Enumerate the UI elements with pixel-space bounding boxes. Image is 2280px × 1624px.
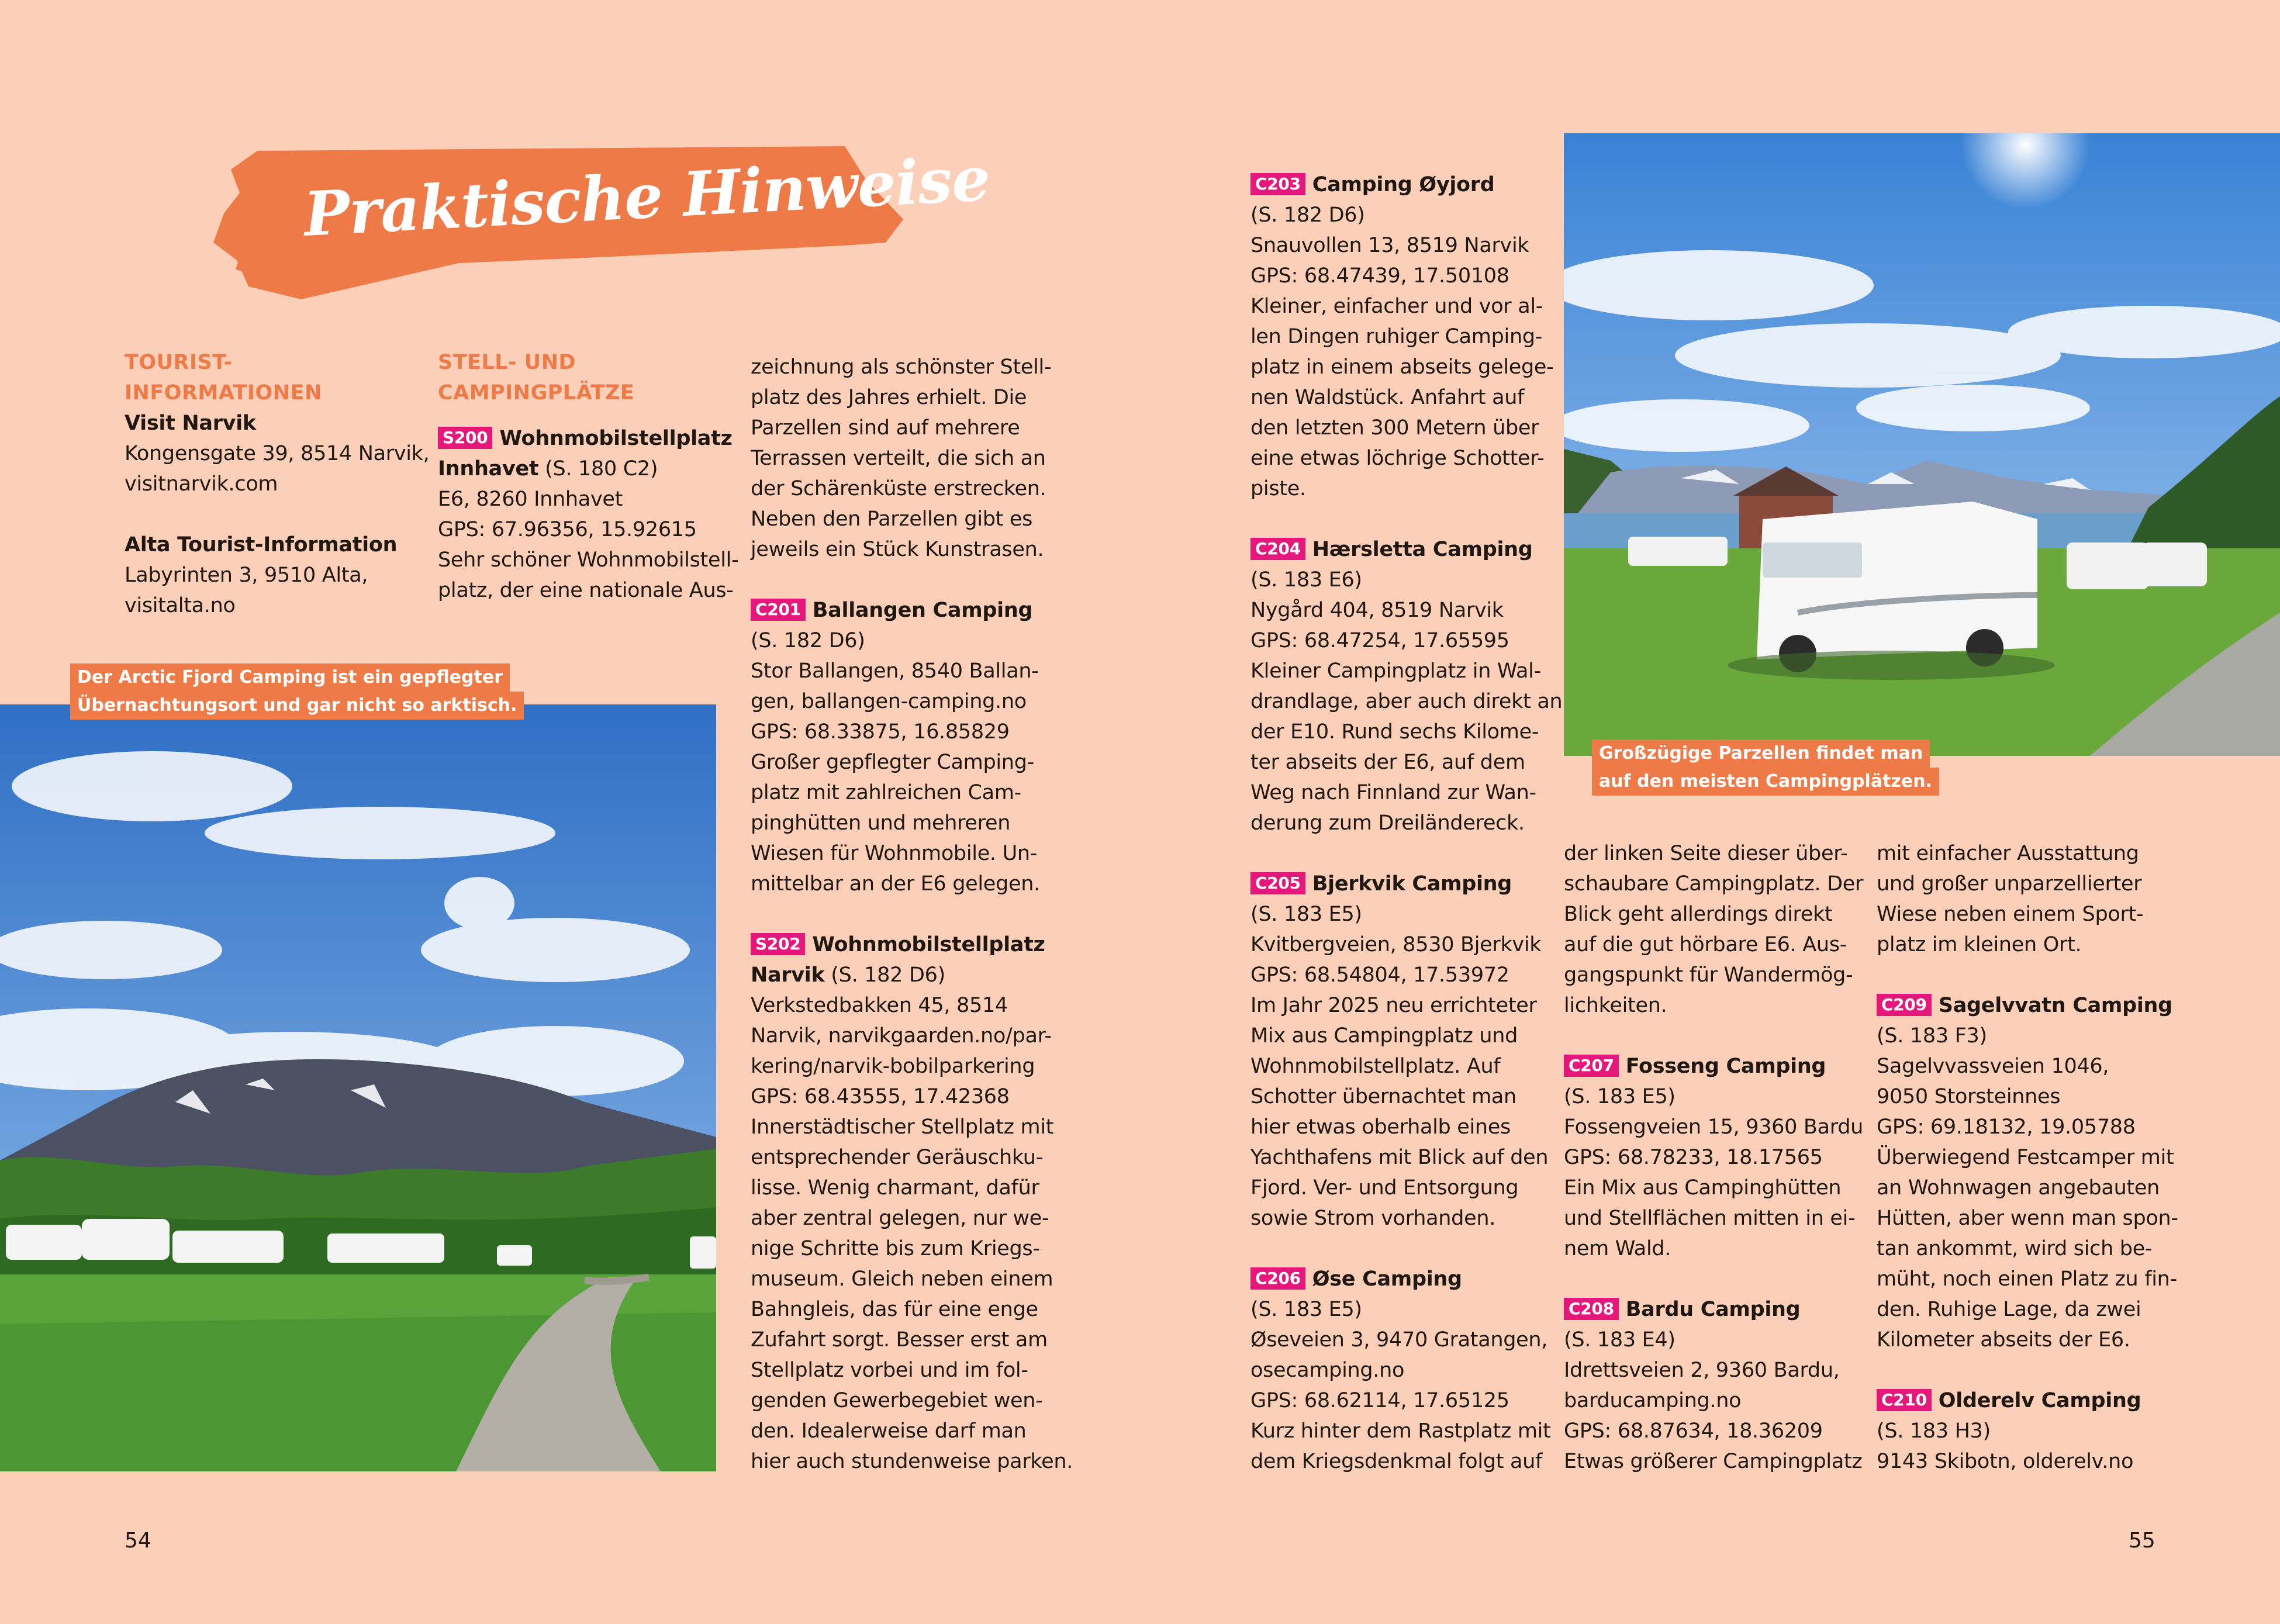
entry-c210-title: C210 Olderelv Camping (1877, 1385, 2192, 1416)
code-badge: C209 (1877, 994, 1932, 1016)
page-title-banner (213, 140, 992, 304)
code-badge: S200 (438, 427, 492, 449)
code-badge: C207 (1564, 1055, 1619, 1077)
entry-c204-title: C204 Hærsletta Camping (1250, 534, 1566, 565)
section-heading: INFORMATIONEN (125, 381, 322, 405)
column-4: C203 Camping Øyjord (S. 182 D6) Snauvollen 13, 8519 Narvik GPS: 68.47439, 17.50108 Kleiner, einfacher und vor al- len Dingen ruhiger Camping- platz in einem abseits gelege- nen Waldstück. Anfahrt auf den letzten 300 Metern über eine etwas löchrige Schotter- piste. C204 Hærsletta Camping (S. 183 E6) Nygård 404, 8519 Narvik GPS: 68.47254, 17.65595 Kleiner Campingplatz in Wal- drandlage, aber auch direkt an der E10. Rund sechs Kilome- ter abseits der E6, auf dem Weg nach Finnland zur Wan- derung zum Dreiländereck. C205 Bjerkvik Camping (S. 183 E5) Kvitbergveien, 8530 Bjerkvik GPS: 68.54804, 17.53972 Im Jahr 2025 neu errichteter Mix aus Campingplatz und Wohnmobilstellplatz. Auf Schotter übernachtet man hier etwas oberhalb eines Yachthafens mit Blick auf den Fjord. Ver- und Entsorgung sowie Strom vorhanden. C206 Øse Camping (S. 183 E5) Øseveien 3, 9470 Gratangen, osecamping.no GPS: 68.62114, 17.65125 Kurz hinter dem Rastplatz mit dem Kriegsdenkmal folgt auf (1250, 170, 1566, 1477)
page-title: Praktische Hinweise (302, 142, 992, 250)
section-heading: STELL- UND (438, 351, 576, 374)
entry-c201-title: C201 Ballangen Camping (751, 595, 1066, 626)
tourist-info-column (125, 347, 430, 621)
page-number-right: 55 (2129, 1529, 2155, 1553)
photo-campsite-mountain (0, 704, 716, 1471)
entry-s202-title: S202 Wohnmobilstellplatz (751, 930, 1066, 960)
entry-link[interactable]: visitnarvik.com (125, 472, 278, 496)
column-3: zeichnung als schönster Stell- platz des Jahres erhielt. Die Parzellen sind auf mehrere Terrassen verteilt, die sich an der Schärenküste erstrecken. Neben den Parzellen gibt es jeweils ein Stück Kunstrasen. C201 Ballangen Camping (S. 182 D6) Stor Ballangen, 8540 Ballan- gen, ballangen-camping.no GPS: 68.33875, 16.85829 Großer gepflegter Camping- platz mit zahlreichen Cam- pinghütten und mehreren Wiesen für Wohnmobile. Un- mittelbar an der E6 gelegen. S202 Wohnmobilstellplatz Narvik (S. 182 D6) Verkstedbakken 45, 8514 Narvik, narvikgaarden.no/par- kering/narvik-bobilparkering GPS: 68.43555, 17.42368 Innerstädtischer Stellplatz mit entsprechender Geräuschku- lisse. Wenig charmant, dafür aber zentral gelegen, nur we- nige Schritte bis zum Kriegs- museum. Gleich neben einem Bahngleis, das für eine enge Zufahrt sorgt. Besser erst am Stellplatz vorbei und im fol- genden Gewerbegebiet wen- den. Idealerweise darf man hier auch stundenweise parken. (751, 355, 1073, 1473)
stellplatz-column: STELL- UND CAMPINGPLÄTZE S200 Wohnmobilstellplatz Innhavet (S. 180 C2) E6, 8260 Innhavet GPS: 67.96356, 15.92615 Sehr schöner Wohnmobilstell- platz, der eine nationale Aus- (438, 347, 730, 606)
photo-caption-right: Großzügige Parzellen findet man auf den meisten Campingplätzen. (1592, 740, 1939, 796)
column-5: der linken Seite dieser über- schaubare Campingplatz. Der Blick geht allerdings direkt auf die gut hörbare E6. Aus- gangspunkt für Wandermög- lichkeiten. C207 Fosseng Camping (S. 183 E5) Fossengveien 15, 9360 Bardu GPS: 68.78233, 18.17565 Ein Mix aus Campinghütten und Stellflächen mitten in ei- nem Wald. C208 Bardu Camping (S. 183 E4) Idrettsveien 2, 9360 Bardu, barducamping.no GPS: 68.87634, 18.36209 Etwas größerer Campingplatz (1564, 838, 1868, 1477)
code-badge: C206 (1250, 1267, 1305, 1290)
code-badge: C205 (1250, 872, 1305, 894)
entry-c208-title: C208 Bardu Camping (1564, 1294, 1868, 1325)
entry-line: Kongensgate 39, 8514 Narvik, (125, 442, 430, 465)
code-badge: C208 (1564, 1298, 1619, 1320)
entry-s200-title: S200 Wohnmobilstellplatz (438, 423, 730, 454)
entry-c203-title: C203 Camping Øyjord (1250, 170, 1566, 200)
code-badge: S202 (751, 933, 805, 955)
entry-c207-title: C207 Fosseng Camping (1564, 1051, 1868, 1081)
section-heading: CAMPINGPLÄTZE (438, 381, 635, 405)
code-badge: C201 (751, 599, 806, 621)
photo-campers-fjord (1564, 133, 2280, 756)
entry-c206-title: C206 Øse Camping (1250, 1264, 1566, 1294)
column-6: mit einfacher Ausstattung und großer unparzellierter Wiese neben einem Sport- platz im kleinen Ort. C209 Sagelvvatn Camping (S. 183 F3) Sagelvvassveien 1046, 9050 Storsteinnes GPS: 69.18132, 19.05788 Überwiegend Festcamper mit an Wohnwagen angebauten Hütten, aber wenn man spon- tan ankommt, wird sich be- müht, noch einen Platz zu fin- den. Ruhige Lage, da zwei Kilometer abseits der E6. C210 Olderelv Camping (S. 183 H3) 9143 Skibotn, olderelv.no (1877, 838, 2192, 1477)
entry-name: Visit Narvik (125, 412, 256, 435)
entry-link[interactable]: visitalta.no (125, 594, 236, 617)
entry-c205-title: C205 Bjerkvik Camping (1250, 869, 1566, 899)
section-heading: TOURIST- (125, 351, 233, 374)
entry-c209-title: C209 Sagelvvatn Camping (1877, 990, 2192, 1021)
entry-name: Alta Tourist-Information (125, 533, 398, 557)
photo-caption-left: Der Arctic Fjord Camping ist ein gepflegter Übernachtungsort und gar nicht so arktisch. (70, 664, 524, 720)
entry-line: Labyrinten 3, 9510 Alta, (125, 564, 368, 587)
code-badge: C204 (1250, 538, 1305, 560)
code-badge: C210 (1877, 1389, 1932, 1411)
code-badge: C203 (1250, 173, 1305, 195)
page-number-left: 54 (125, 1529, 151, 1553)
